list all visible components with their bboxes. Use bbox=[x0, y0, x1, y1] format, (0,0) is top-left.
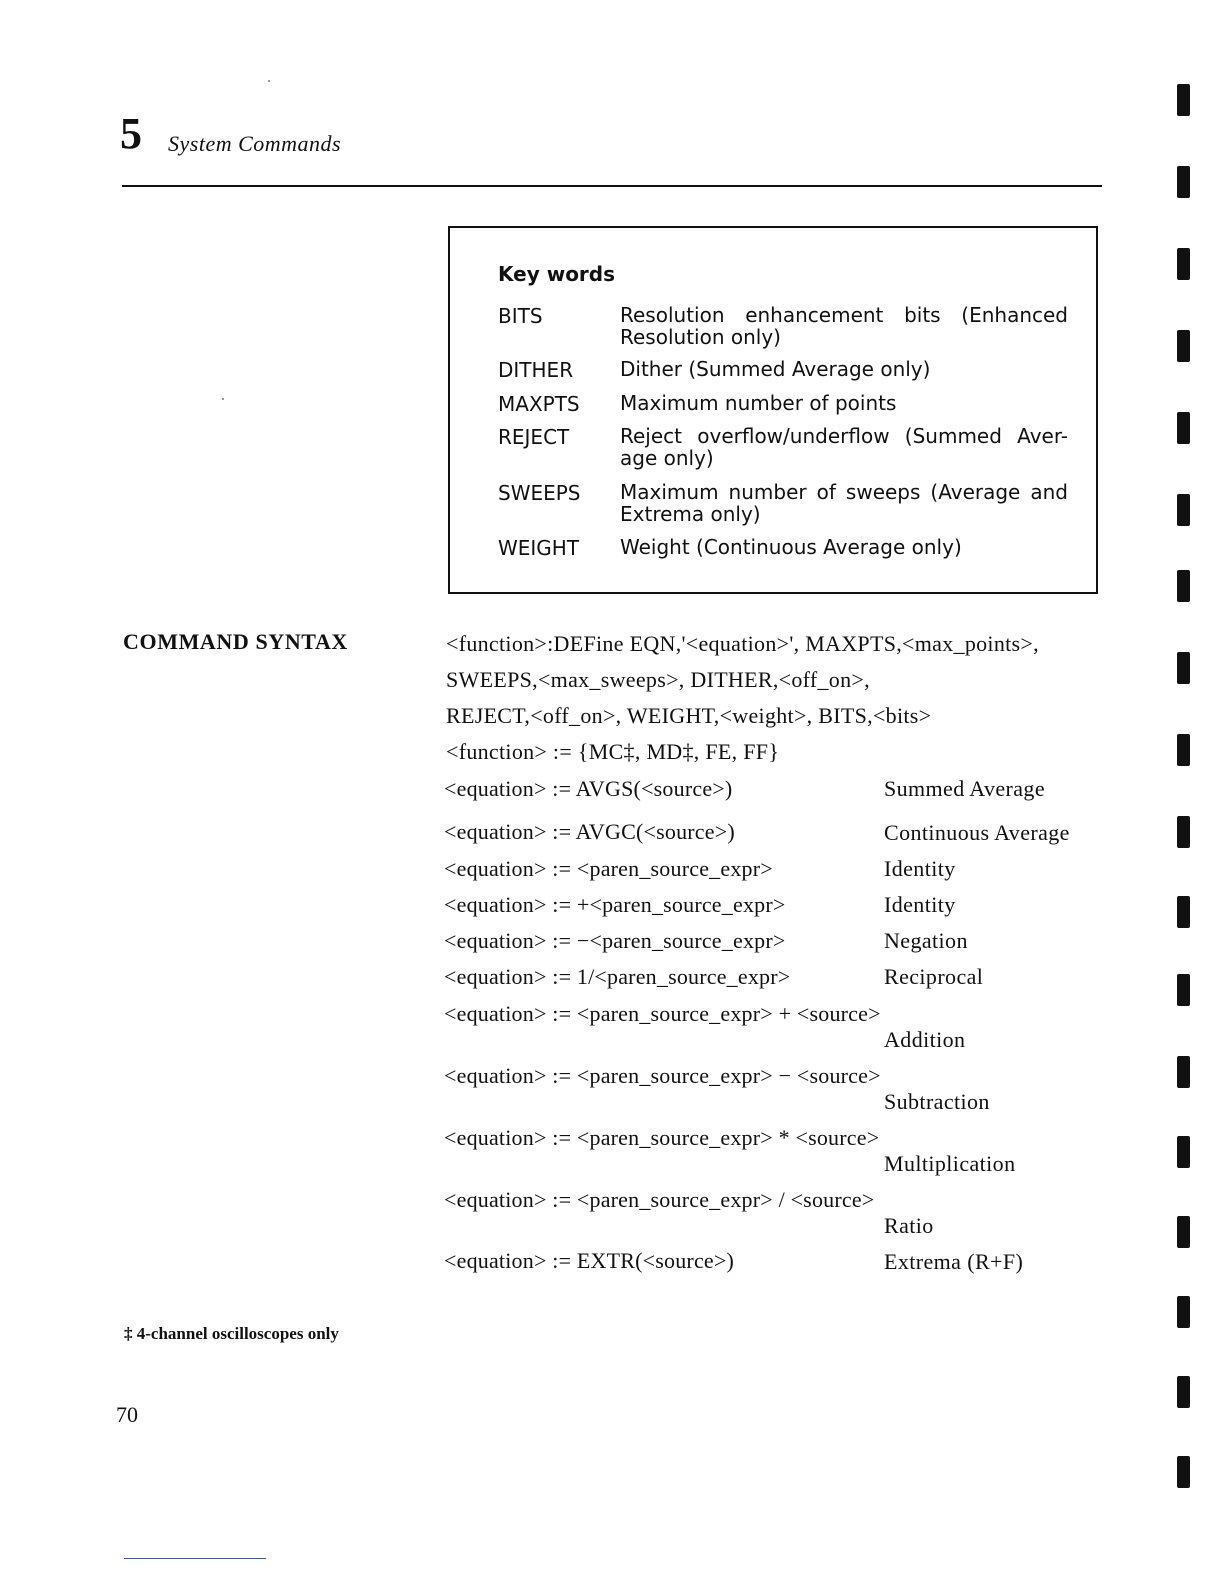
edge-tab-mark bbox=[1177, 166, 1190, 198]
edge-tab-mark bbox=[1177, 330, 1190, 362]
bottom-rule bbox=[124, 1558, 266, 1559]
edge-tab-mark bbox=[1177, 1376, 1190, 1408]
equation-expression: <equation> := AVGS(<source>) bbox=[444, 776, 733, 801]
chapter-number: 5 bbox=[120, 109, 142, 158]
command-syntax-heading: COMMAND SYNTAX bbox=[123, 629, 348, 654]
equation-label: Negation bbox=[884, 928, 968, 953]
equation-label: Multiplication bbox=[884, 1151, 1016, 1176]
scan-speck bbox=[268, 80, 270, 82]
edge-tab-mark bbox=[1177, 1296, 1190, 1328]
edge-tab-mark bbox=[1177, 896, 1190, 928]
equation-label: Subtraction bbox=[884, 1089, 990, 1114]
edge-tab-mark bbox=[1177, 248, 1190, 280]
equation-expression: <equation> := EXTR(<source>) bbox=[444, 1248, 735, 1273]
edge-tab-mark bbox=[1177, 494, 1190, 526]
equation-expression: <equation> := −<paren_source_expr> bbox=[444, 928, 786, 953]
equation-label: Extrema (R+F) bbox=[884, 1249, 1024, 1274]
equation-expression: <equation> := AVGC(<source>) bbox=[444, 819, 735, 844]
equation-expression: <equation> := +<paren_source_expr> bbox=[444, 892, 786, 917]
syntax-line: <function>:DEFine EQN,'<equation>', MAXPTS,<max_points>, bbox=[446, 631, 1039, 656]
key-word: MAXPTS bbox=[498, 392, 580, 416]
key-words-box bbox=[448, 226, 1098, 594]
key-word-description: Maximum number of sweeps (Average and Extrema only) bbox=[620, 480, 1068, 526]
equation-label: Identity bbox=[884, 892, 956, 917]
equation-expression: <equation> := <paren_source_expr> − <source> bbox=[444, 1063, 881, 1088]
edge-tab-mark bbox=[1177, 816, 1190, 848]
footnote: ‡ 4-channel oscilloscopes only bbox=[124, 1324, 339, 1343]
syntax-line: REJECT,<off_on>, WEIGHT,<weight>, BITS,<bits> bbox=[446, 703, 932, 728]
header-divider bbox=[122, 185, 1102, 187]
edge-tab-mark bbox=[1177, 1456, 1190, 1488]
equation-expression: <equation> := 1/<paren_source_expr> bbox=[444, 964, 791, 989]
edge-tab-mark bbox=[1177, 1216, 1190, 1248]
key-words-title: Key words bbox=[498, 262, 616, 286]
key-word-description: Maximum number of points bbox=[620, 391, 897, 415]
equation-expression: <equation> := <paren_source_expr> + <source> bbox=[444, 1001, 881, 1026]
key-word: REJECT bbox=[498, 425, 570, 449]
key-word: BITS bbox=[498, 304, 543, 328]
equation-expression: <equation> := <paren_source_expr> / <source> bbox=[444, 1187, 875, 1212]
key-word-description: Dither (Summed Average only) bbox=[620, 357, 931, 381]
key-word: WEIGHT bbox=[498, 536, 580, 560]
edge-tab-mark bbox=[1177, 570, 1190, 602]
syntax-line: SWEEPS,<max_sweeps>, DITHER,<off_on>, bbox=[446, 667, 870, 692]
edge-tab-mark bbox=[1177, 734, 1190, 766]
edge-tab-mark bbox=[1177, 652, 1190, 684]
edge-tab-mark bbox=[1177, 1056, 1190, 1088]
equation-label: Addition bbox=[884, 1027, 966, 1052]
equation-label: Summed Average bbox=[884, 776, 1045, 801]
scan-speck bbox=[222, 398, 224, 400]
equation-expression: <equation> := <paren_source_expr> * <source> bbox=[444, 1125, 880, 1150]
page-number: 70 bbox=[116, 1402, 138, 1427]
edge-tab-mark bbox=[1177, 974, 1190, 1006]
key-word-description: Weight (Continuous Average only) bbox=[620, 535, 962, 559]
function-definition: <function> := {MC‡, MD‡, FE, FF} bbox=[446, 739, 780, 764]
equation-label: Ratio bbox=[884, 1213, 934, 1238]
key-word: SWEEPS bbox=[498, 481, 581, 505]
edge-tab-mark bbox=[1177, 84, 1190, 116]
equation-expression: <equation> := <paren_source_expr> bbox=[444, 856, 773, 881]
chapter-title: System Commands bbox=[168, 131, 342, 156]
equation-label: Reciprocal bbox=[884, 964, 984, 989]
edge-tab-mark bbox=[1177, 412, 1190, 444]
edge-tab-mark bbox=[1177, 1136, 1190, 1168]
key-word: DITHER bbox=[498, 358, 574, 382]
equation-label: Identity bbox=[884, 856, 956, 881]
key-word-description: Reject overflow/underflow (Summed Aver- age only) bbox=[620, 424, 1068, 470]
equation-label: Continuous Average bbox=[884, 820, 1070, 845]
key-word-description: Resolution enhancement bits (Enhanced Resolution only) bbox=[620, 303, 1068, 349]
